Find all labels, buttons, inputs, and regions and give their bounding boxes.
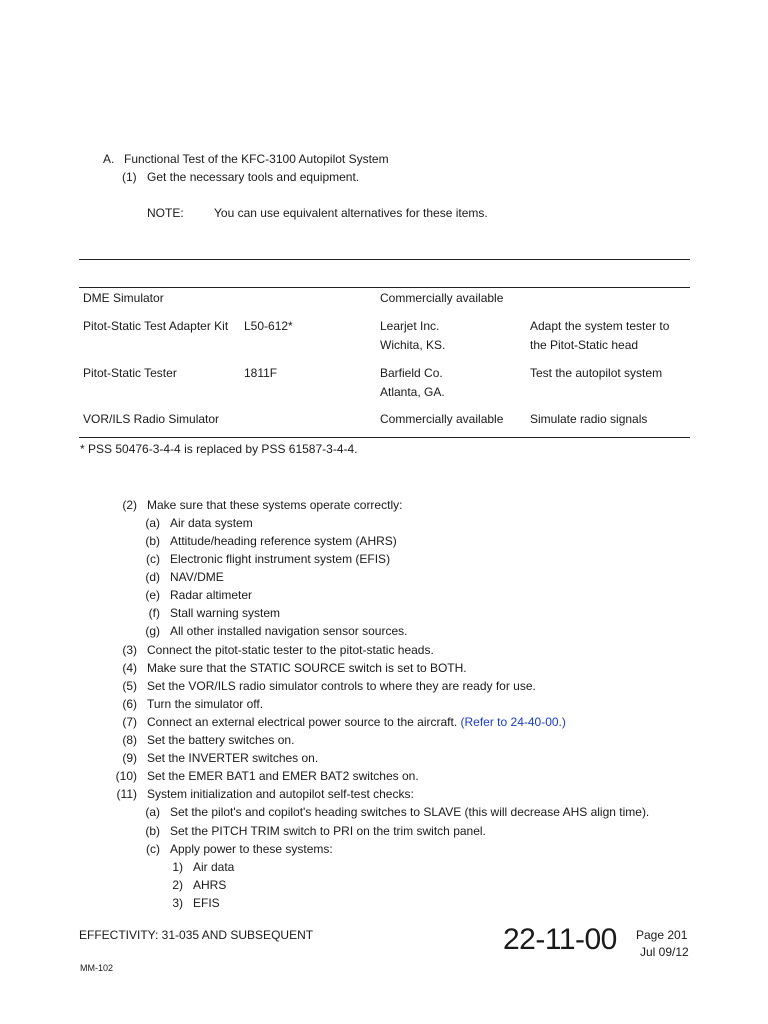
sub-item: EFIS (193, 896, 220, 910)
list-item-number: (b) (145, 534, 160, 548)
list-item-number: (a) (145, 805, 160, 819)
list-item-number: (c) (146, 842, 160, 856)
chapter-number: 22-11-00 (503, 923, 617, 956)
table-cell-source: Commercially available (380, 412, 504, 426)
step-number: (3) (122, 643, 137, 657)
step-text: Make sure that these systems operate correctly: (147, 498, 403, 512)
list-item: Attitude/heading reference system (AHRS) (170, 534, 397, 548)
table-cell-use: the Pitot-Static head (530, 338, 639, 352)
table-cell-name: Pitot-Static Test Adapter Kit (83, 319, 229, 333)
list-item-number: (d) (145, 570, 160, 584)
section-title: Functional Test of the KFC-3100 Autopilot System (124, 152, 389, 166)
step-number: (10) (115, 769, 137, 783)
table-cell-name: Pitot-Static Tester (83, 366, 177, 380)
table-top-rule (79, 259, 690, 260)
step-text: Turn the simulator off. (147, 697, 264, 711)
table-cell-source: Atlanta, GA. (380, 385, 445, 399)
step-text: Set the EMER BAT1 and EMER BAT2 switches on. (147, 769, 419, 783)
effectivity: EFFECTIVITY: 31-035 AND SUBSEQUENT (79, 928, 314, 942)
table-cell-name: VOR/ILS Radio Simulator (83, 412, 220, 426)
reference-link[interactable]: (Refer to 24-40-00.) (460, 715, 566, 729)
step-number: (11) (116, 787, 137, 801)
list-item: Set the pilot's and copilot's heading switches to SLAVE (this will decrease AHS align time). (170, 805, 650, 819)
section-letter: A. (103, 152, 115, 166)
list-item: NAV/DME (170, 570, 224, 584)
sub-item-number: 1) (172, 860, 183, 874)
list-item: Electronic flight instrument system (EFIS) (170, 552, 391, 566)
list-item: Radar altimeter (170, 588, 253, 602)
list-item-number: (b) (145, 824, 160, 838)
sub-item-number: 2) (172, 878, 183, 892)
table-cell-use: Test the autopilot system (530, 366, 663, 380)
step-text: Connect the pitot-static tester to the pitot-static heads. (147, 643, 434, 657)
note-text: You can use equivalent alternatives for these items. (214, 206, 488, 220)
step-number: (7) (122, 715, 137, 729)
step-number: (8) (122, 733, 137, 747)
sub-item: Air data (193, 860, 235, 874)
table-bottom-rule (79, 437, 690, 438)
step-number: (9) (122, 751, 137, 765)
table-cell-use: Adapt the system tester to (530, 319, 670, 333)
page-number: Page 201 (636, 928, 688, 942)
table-cell-use: Simulate radio signals (530, 412, 648, 426)
table-cell-name: DME Simulator (83, 291, 164, 305)
step-number: (1) (122, 170, 137, 184)
step-text-line (147, 715, 566, 730)
step-text: Get the necessary tools and equipment. (147, 170, 360, 184)
sub-item: AHRS (193, 878, 227, 892)
list-item-number: (c) (146, 552, 160, 566)
table-cell-source: Learjet Inc. (380, 319, 440, 333)
step-text: System initialization and autopilot self-test checks: (147, 787, 414, 801)
step-number: (5) (122, 679, 137, 693)
step-text: Connect an external electrical power source to the aircraft. (147, 715, 458, 729)
step-text: Set the VOR/ILS radio simulator controls to where they are ready for use. (147, 679, 536, 693)
sub-item-number: 3) (172, 896, 183, 910)
step-text: Make sure that the STATIC SOURCE switch is set to BOTH. (147, 661, 467, 675)
list-item-number: (f) (148, 606, 160, 620)
revision-date: Jul 09/12 (640, 945, 689, 959)
step-number: (4) (122, 661, 137, 675)
note-label: NOTE: (147, 206, 184, 220)
step-number: (2) (122, 498, 137, 512)
step-number: (6) (122, 697, 137, 711)
document-id: MM-102 (80, 963, 114, 973)
list-item: Stall warning system (170, 606, 281, 620)
list-item: All other installed navigation sensor sources. (170, 624, 408, 638)
list-item-number: (a) (145, 516, 160, 530)
table-cell-source: Wichita, KS. (380, 338, 446, 352)
list-item-number: (g) (145, 624, 160, 638)
table-cell-part: L50-612* (244, 319, 293, 333)
table-cell-source: Barfield Co. (380, 366, 443, 380)
list-item-number: (e) (145, 588, 160, 602)
list-item: Set the PITCH TRIM switch to PRI on the trim switch panel. (170, 824, 486, 838)
list-item: Air data system (170, 516, 253, 530)
list-item: Apply power to these systems: (170, 842, 333, 856)
table-cell-part: 1811F (244, 366, 278, 380)
table-footnote: * PSS 50476-3-4-4 is replaced by PSS 61587-3-4-4. (80, 442, 358, 456)
table-cell-source: Commercially available (380, 291, 504, 305)
step-text: Set the INVERTER switches on. (147, 751, 319, 765)
step-text: Set the battery switches on. (147, 733, 295, 747)
table-header-rule (79, 287, 690, 288)
